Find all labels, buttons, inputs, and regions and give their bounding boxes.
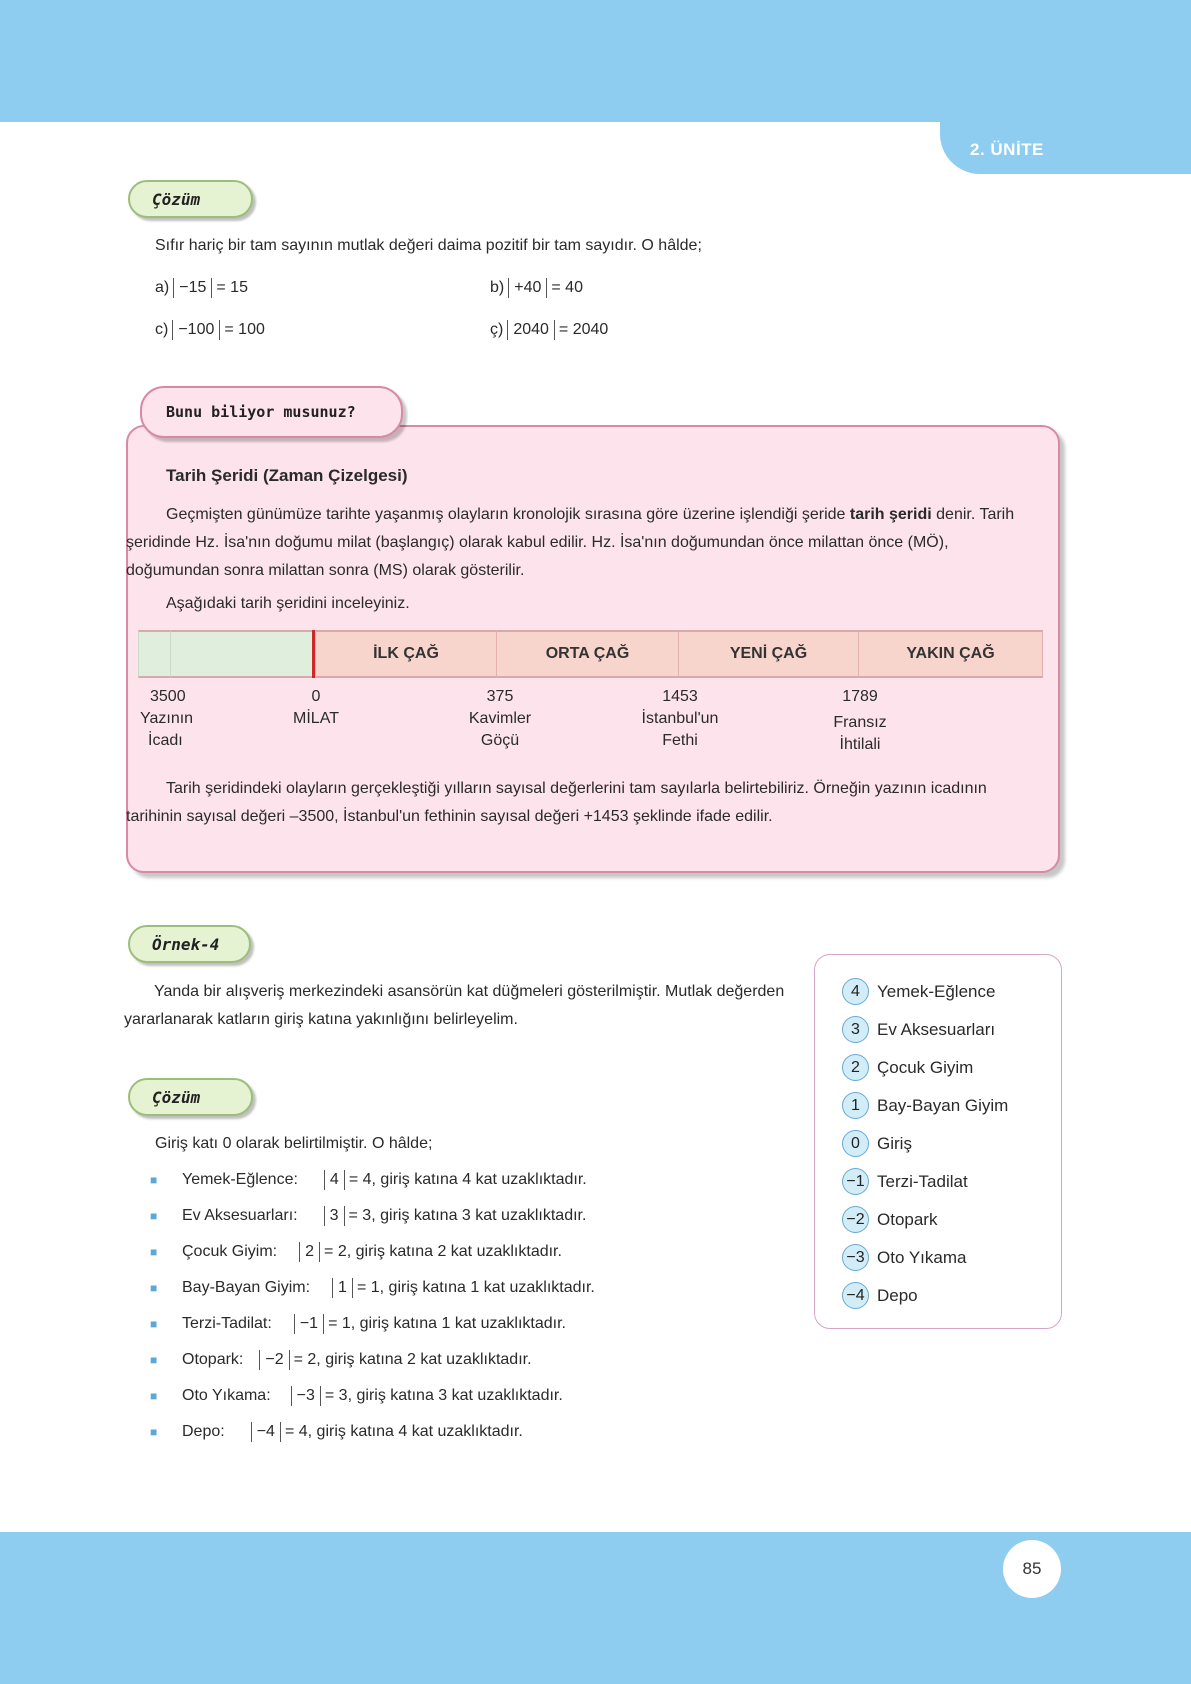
- list-item: ■ Otopark: −2 = 2, giriş katına 2 kat uzaklıktadır.: [150, 1351, 532, 1368]
- page-number: 85: [1003, 1540, 1061, 1598]
- era-yeni-cag: YENİ ÇAĞ: [678, 630, 858, 678]
- bullet-icon: ■: [150, 1353, 158, 1367]
- abs-example-b: [490, 278, 583, 298]
- floor-label: Depo:: [182, 1423, 225, 1440]
- abs-example-c: [155, 320, 265, 340]
- floor-name: Otopark: [877, 1209, 938, 1229]
- elevator-button: [842, 1206, 937, 1233]
- elevator-button: [842, 1054, 973, 1081]
- floor-number: −4: [842, 1282, 869, 1309]
- item-result: = 15: [216, 279, 248, 296]
- floor-number: 2: [842, 1054, 869, 1081]
- abs-value: −4: [251, 1422, 281, 1442]
- example-badge: Örnek-4: [128, 925, 251, 963]
- list-item: ■ Yemek-Eğlence: 4 = 4, giriş katına 4 kat uzaklıktadır.: [150, 1171, 587, 1188]
- info-box-tab: Bunu biliyor musunuz?: [140, 386, 403, 438]
- era-orta-cag: ORTA ÇAĞ: [496, 630, 678, 678]
- abs-example-c-cedilla: [490, 320, 608, 340]
- header-band: [0, 0, 1191, 122]
- abs-value: 2: [299, 1242, 320, 1262]
- abs-value: +40: [508, 278, 547, 298]
- floor-number: −1: [842, 1168, 869, 1195]
- elevator-button: [842, 1168, 968, 1195]
- bullet-icon: ■: [150, 1317, 158, 1331]
- info-paragraph-2: Aşağıdaki tarih şeridini inceleyiniz.: [166, 595, 410, 612]
- abs-value: 3: [324, 1206, 345, 1226]
- elevator-button: [842, 1130, 912, 1157]
- floor-label: Çocuk Giyim:: [182, 1243, 278, 1260]
- abs-example-a: [155, 278, 248, 298]
- item-result: = 100: [224, 321, 265, 338]
- item-result: = 40: [551, 279, 583, 296]
- abs-value: 1: [332, 1278, 353, 1298]
- list-item: ■ Depo: −4 = 4, giriş katına 4 kat uzaklıktadır.: [150, 1423, 523, 1440]
- solution-badge: Çözüm: [128, 180, 253, 218]
- timeline-event: 1453 İstanbul'un Fethi: [641, 688, 719, 749]
- floor-name: Çocuk Giyim: [877, 1057, 974, 1077]
- item-label: b): [490, 279, 505, 296]
- floor-label: Bay-Bayan Giyim:: [182, 1279, 311, 1296]
- solution-badge: Çözüm: [128, 1078, 253, 1116]
- floor-name: Yemek-Eğlence: [877, 981, 996, 1001]
- bullet-icon: ■: [150, 1281, 158, 1295]
- floor-name: Terzi-Tadilat: [877, 1171, 968, 1191]
- floor-name: Bay-Bayan Giyim: [877, 1095, 1009, 1115]
- solution-intro: Sıfır hariç bir tam sayının mutlak değeri daima pozitif bir tam sayıdır. O hâlde;: [155, 237, 702, 254]
- item-result: = 2040: [558, 321, 609, 338]
- list-item: ■ Çocuk Giyim: 2 = 2, giriş katına 2 kat uzaklıktadır.: [150, 1243, 562, 1260]
- floor-label: Ev Aksesuarları:: [182, 1207, 298, 1224]
- bullet-icon: ■: [150, 1209, 158, 1223]
- floor-number: −3: [842, 1244, 869, 1271]
- list-item: ■ Terzi-Tadilat: −1 = 1, giriş katına 1 kat uzaklıktadır.: [150, 1315, 566, 1332]
- floor-name: Ev Aksesuarları: [877, 1019, 996, 1039]
- floor-number: 3: [842, 1016, 869, 1043]
- floor-name: Oto Yıkama: [877, 1247, 967, 1267]
- floor-number: −2: [842, 1206, 869, 1233]
- era-ilk-cag: İLK ÇAĞ: [315, 630, 496, 678]
- list-item: ■ Ev Aksesuarları: 3 = 3, giriş katına 3 kat uzaklıktadır.: [150, 1207, 587, 1224]
- solution-intro: Giriş katı 0 olarak belirtilmiştir. O hâlde;: [155, 1135, 433, 1152]
- floor-number: 0: [842, 1130, 869, 1157]
- abs-value: −15: [173, 278, 212, 298]
- list-item: ■ Oto Yıkama: −3 = 3, giriş katına 3 kat uzaklıktadır.: [150, 1387, 563, 1404]
- bullet-icon: ■: [150, 1173, 158, 1187]
- abs-value: −100: [172, 320, 220, 340]
- abs-value: −1: [294, 1314, 324, 1334]
- bullet-icon: ■: [150, 1245, 158, 1259]
- timeline-event: 1789 Fransız İhtilali: [833, 688, 887, 753]
- elevator-button: [842, 1016, 995, 1043]
- timeline-strip: [138, 630, 1043, 678]
- bullet-icon: ■: [150, 1389, 158, 1403]
- elevator-button: [842, 978, 995, 1005]
- elevator-button: [842, 1092, 1008, 1119]
- floor-number: 1: [842, 1092, 869, 1119]
- item-label: a): [155, 279, 170, 296]
- elevator-button: [842, 1282, 918, 1309]
- floor-label: Otopark:: [182, 1351, 244, 1368]
- info-heading: Tarih Şeridi (Zaman Çizelgesi): [166, 466, 408, 485]
- bullet-icon: ■: [150, 1425, 158, 1439]
- timeline-event: 0 MİLAT: [293, 688, 339, 727]
- abs-value: 2040: [507, 320, 555, 340]
- abs-value: −3: [291, 1386, 321, 1406]
- example-text: Yanda bir alışveriş merkezindeki asansörün kat düğmeleri gösterilmiştir. Mutlak değerden yararlanarak katların giriş katına yakınlığını belirleyelim.: [124, 983, 785, 1028]
- era-yakin-cag: YAKIN ÇAĞ: [858, 630, 1043, 678]
- floor-label: Terzi-Tadilat:: [182, 1315, 272, 1332]
- floor-label: Yemek-Eğlence:: [182, 1171, 298, 1188]
- floor-name: Depo: [877, 1285, 918, 1305]
- floor-number: 4: [842, 978, 869, 1005]
- abs-value: 4: [324, 1170, 345, 1190]
- timeline-bc-segment: [170, 630, 312, 678]
- item-label: c): [155, 321, 169, 338]
- abs-value: −2: [259, 1350, 289, 1370]
- unit-label: 2. ÜNİTE: [970, 140, 1044, 159]
- floor-name: Giriş: [877, 1133, 912, 1153]
- timeline-event: 375 Kavimler Göçü: [468, 688, 532, 749]
- info-paragraph-1: Geçmişten günümüze tarihte yaşanmış olayların kronolojik sırasına göre üzerine işlendiği şeride tarih şeridi denir. Tarih şeridinde Hz. İsa'nın doğumu milat (başlangıç) olarak kabul edilir. Hz. İsa'nın doğumundan önce milattan önce (MÖ), doğumundan sonra milattan sonra (MS) olarak gösterilir.: [126, 506, 1015, 579]
- timeline-bc-segment: [138, 630, 170, 678]
- item-label: ç): [490, 321, 504, 338]
- list-item: ■ Bay-Bayan Giyim: 1 = 1, giriş katına 1 kat uzaklıktadır.: [150, 1279, 595, 1296]
- elevator-button: [842, 1244, 966, 1271]
- info-paragraph-3: Tarih şeridindeki olayların gerçekleştiği yılların sayısal değerlerini tam sayılarla belirtebiliriz. Örneğin yazının icadının tarihinin sayısal değeri –3500, İstanbul'un fethinin sayısal değeri +1453 şeklinde ifade edilir.: [126, 780, 987, 825]
- timeline-event: 3500 Yazının İcadı: [140, 688, 194, 749]
- floor-label: Oto Yıkama:: [182, 1387, 271, 1404]
